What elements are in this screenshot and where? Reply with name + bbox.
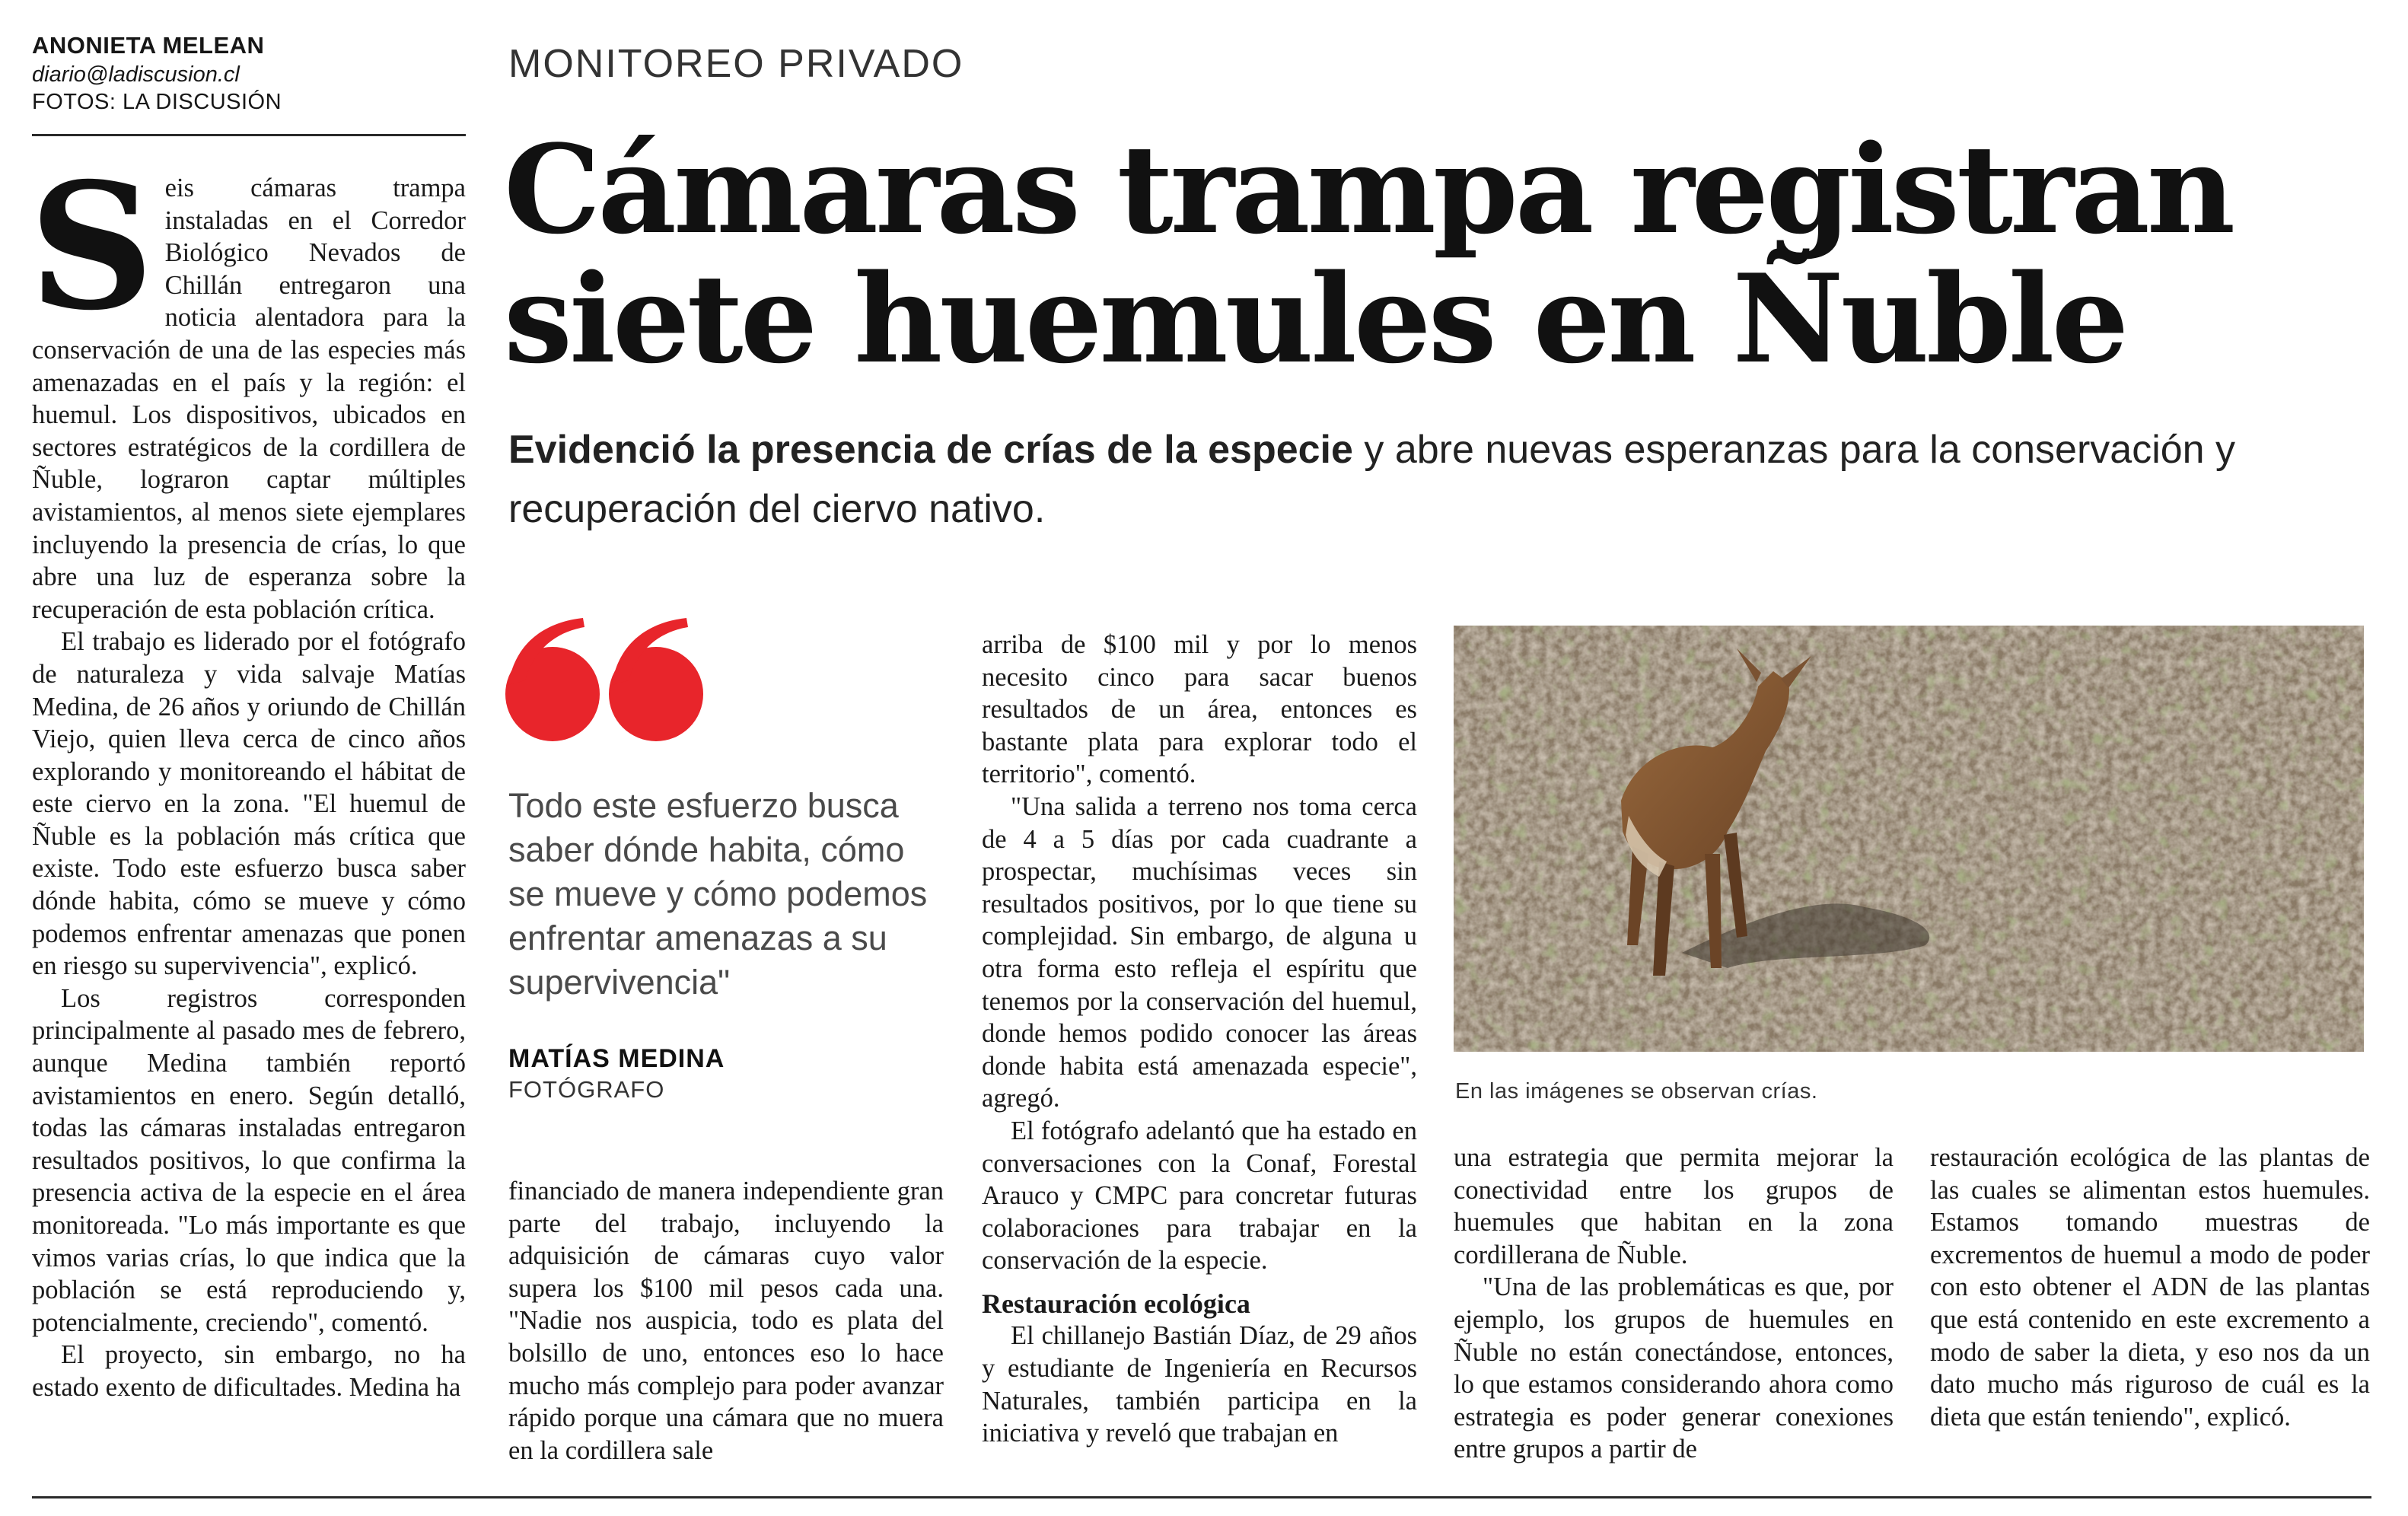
huemul-photo <box>1454 626 2364 1052</box>
headline <box>504 118 2376 390</box>
paragraph: eis cámaras trampa instaladas en el Corredor Biológico Nevados de Chillán entregaron una noticia alentadora para la conservación de una de las especies más amenazadas en el país y la región: el huemul. Los dispositivos, ubicados en sectores estratégicos de la cordillera de Ñuble, lograron captar múltiples avistamientos, al menos siete ejemplares incluyendo la presencia de crías, lo que abre una luz de esperanza sobre la recuperación de esta población crítica. <box>32 174 466 624</box>
article-column-1 <box>29 145 466 1404</box>
bottom-rule <box>32 1496 2371 1498</box>
huemul-deer-photo-icon <box>1454 626 2364 1052</box>
deck <box>508 420 2381 539</box>
kicker: MONITOREO PRIVADO <box>508 42 964 86</box>
pull-quote: Todo este esfuerzo busca saber dónde habita, cómo se mueve y cómo podemos enfrentar amenazas a su supervivencia" <box>508 786 928 1002</box>
paragraph: arriba de $100 mil y por lo menos necesito cinco para sacar buenos resultados de un área, entonces es bastante plata para explorar todo el territorio", comentó. <box>982 630 1417 789</box>
headline-line-2: siete huemules en Ñuble <box>504 247 2126 390</box>
paragraph: El proyecto, sin embargo, no ha estado exento de dificultades. Medina ha <box>32 1340 466 1402</box>
author-email: diario@ladiscusion.cl <box>32 62 240 87</box>
photo-credit: FOTOS: LA DISCUSIÓN <box>32 90 282 114</box>
paragraph: restauración ecológica de las plantas de las cuales se alimentan estos huemules. Estamos tomando muestras de excrementos de huemul a modo de poder con esto obtener el ADN de las plantas que está contenido en este excremento a modo de saber la dieta, y eso nos da un dato mucho más riguroso de cuál es la dieta que están teniendo", explicó. <box>1930 1143 2370 1432</box>
subhead: Restauración ecológica <box>982 1288 1250 1319</box>
byline-rule <box>32 134 466 136</box>
headline-line-1: Cámaras trampa registran <box>504 118 2233 261</box>
pull-quote-role: FOTÓGRAFO <box>508 1076 665 1103</box>
paragraph: una estrategia que permita mejorar la conectividad entre los grupos de huemules que habitan en la zona cordillerana de Ñuble. <box>1454 1143 1894 1269</box>
article-column-4 <box>1454 1142 1894 1466</box>
drop-cap: S <box>29 145 154 349</box>
quote-marks-icon <box>504 615 709 744</box>
paragraph: El chillanejo Bastián Díaz, de 29 años y estudiante de Ingeniería en Recursos Naturales, también participa en la iniciativa y reveló que trabajan en <box>982 1321 1417 1448</box>
author-name: ANONIETA MELEAN <box>32 32 265 59</box>
paragraph: "Una salida a terreno nos toma cerca de 4 a 5 días por cada cuadrante a prospectar, muchísimas veces sin resultados positivos, por lo que tiene su complejidad. Sin embargo, de alguna u otra forma esto refleja el espíritu que tenemos por la conservación del huemul, donde hemos podido conocer las áreas donde habita está amenazada especie", agregó. <box>982 791 1417 1113</box>
paragraph: El trabajo es liderado por el fotógrafo de naturaleza y vida salvaje Matías Medina, de 26 años y oriundo de Chillán Viejo, quien lleva cerca de cinco años explorando y monitoreando el hábitat de este ciervo en la zona. "El huemul de Ñuble es la población más crítica que existe. Todo este esfuerzo busca saber dónde habita, cómo se mueve y cómo podemos enfrentar amenazas que ponen en riesgo su supervivencia", explicó. <box>32 627 466 981</box>
deck-rest: y abre nuevas esperanzas para la conservación y recuperación del ciervo nativo. <box>508 428 2236 531</box>
paragraph: El fotógrafo adelantó que ha estado en conversaciones con la Conaf, Forestal Arauco y CMPC para concretar futuras colaboraciones para trabajar en la conservación de la especie. <box>982 1116 1417 1276</box>
deck-bold: Evidenció la presencia de crías de la especie <box>508 428 1353 472</box>
byline <box>32 30 458 116</box>
article-column-3 <box>982 629 1417 1450</box>
photo-caption: En las imágenes se observan crías. <box>1455 1079 1818 1104</box>
article-column-5 <box>1930 1142 2370 1433</box>
pull-quote-name: MATÍAS MEDINA <box>508 1044 725 1073</box>
paragraph: "Una de las problemáticas es que, por ejemplo, los grupos de huemules en Ñuble no están conectándose, entonces, lo que estamos considerando ahora como estrategia es poder generar conexiones entre grupos a partir de <box>1454 1272 1894 1464</box>
article-column-2 <box>508 1175 944 1467</box>
paragraph: Los registros corresponden principalmente al pasado mes de febrero, aunque Medina también reportó avistamientos en enero. Según detalló, todas las cámaras instaladas entregaron resultados positivos, lo que confirma la presencia activa de la especie en el área monitoreada. "Lo más importante es que vimos varias crías, lo que indica que la población se está reproduciendo y, potencialmente, creciendo", comentó. <box>32 983 466 1337</box>
paragraph: financiado de manera independiente gran parte del trabajo, incluyendo la adquisición de cámaras cuyo valor supera los $100 mil pesos cada una. "Nadie nos auspicia, todo es plata del bolsillo de uno, entonces eso lo hace mucho más complejo para poder avanzar rápido porque una cámara que no muera en la cordillera sale <box>508 1177 944 1465</box>
